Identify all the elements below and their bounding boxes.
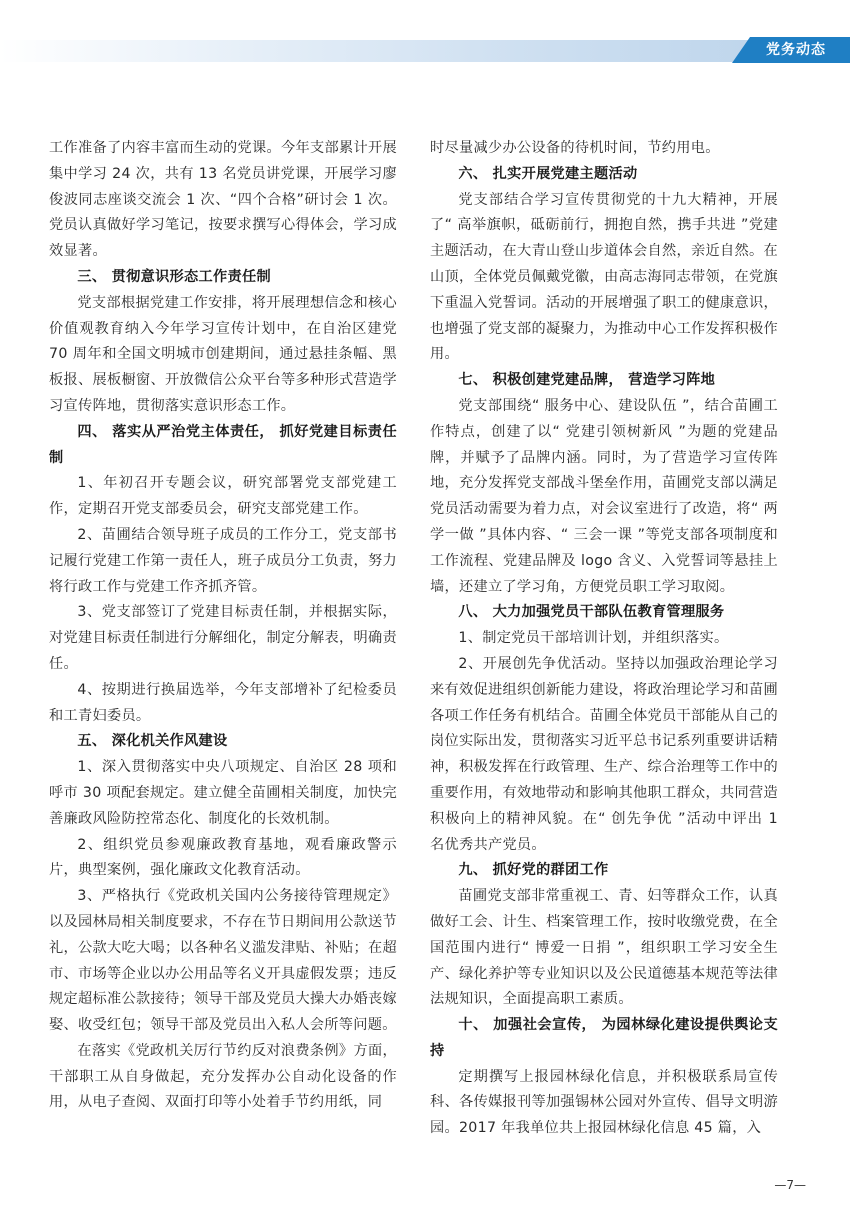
left-column-heading: 四、 落实从严治党主体责任， 抓好党建目标责任制 bbox=[49, 423, 397, 466]
page-number: —7— bbox=[774, 1178, 806, 1192]
right-column-paragraph: 2、开展创先争优活动。坚持以加强政治理论学习来有效促进组织创新能力建设，将政治理论学习和苗圃各项工作任务有机结合。苗圃全体党员干部能从自己的岗位实际出发，贯彻落实习近平总书记系列重要讲话精神，积极发挥在行政管理、生产、综合治理等工作中的重要作用，有效地带动和影响其他职工群众，共同营造积极向上的精神风貌。在“ 创先争优 ”活动中评出 1 名优秀共产党员。 bbox=[430, 655, 778, 853]
right-column-heading: 六、 扎实开展党建主题活动 bbox=[458, 165, 638, 182]
right-column-heading: 八、 大力加强党员干部队伍教育管理服务 bbox=[458, 604, 725, 621]
left-column-paragraph: 工作准备了内容丰富而生动的党课。今年支部累计开展集中学习 24 次，共有 13 名党员讲党课，开展学习廖俊波同志座谈交流会 1 次、“四个合格”研讨会 1 次。党员认真做好学习笔记，按要求撰写心得体会，学习成效显著。 bbox=[49, 140, 397, 260]
left-column-paragraph: 在落实《党政机关厉行节约反对浪费条例》方面，干部职工从自身做起，充分发挥办公自动化设备的作用，从电子查阅、双面打印等小处着手节约用纸，同 bbox=[49, 1042, 397, 1111]
left-column-paragraph: 1、年初召开专题会议，研究部署党支部党建工作，定期召开党支部委员会，研究支部党建工作。 bbox=[49, 475, 397, 518]
left-column-paragraph: 党支部根据党建工作安排，将开展理想信念和核心价值观教育纳入今年学习宣传计划中，在自治区建党 70 周年和全国文明城市创建期间，通过悬挂条幅、黑板报、展板橱窗、开放微信公众平台等多种形式营造学习宣传阵地，贯彻落实意识形态工作。 bbox=[49, 294, 397, 414]
left-column-paragraph: 1、深入贯彻落实中央八项规定、自治区 28 项和呼市 30 项配套规定。建立健全苗圃相关制度，加快完善廉政风险防控常态化、制度化的长效机制。 bbox=[49, 759, 397, 827]
right-column-heading: 十、 加强社会宣传， 为园林绿化建设提供舆论支持 bbox=[430, 1017, 778, 1059]
right-column-paragraph: 时尽量减少办公设备的待机时间，节约用电。 bbox=[430, 140, 720, 156]
left-column-paragraph: 3、严格执行《党政机关国内公务接待管理规定》以及园林局相关制度要求，不存在节日期间用公款送节礼，公款大吃大喝；以各种名义滥发津贴、补贴；在超市、市场等企业以办公用品等名义开具虚假发票；违反规定超标准公款接待；领导干部及党员大操大办婚丧嫁娶、收受红包；领导干部及党员出入私人会所等问题。 bbox=[49, 888, 397, 1034]
left-column bbox=[49, 136, 397, 1116]
section-title: 党务动态 bbox=[766, 42, 826, 58]
left-column-paragraph: 4、按期进行换届选举，今年支部增补了纪检委员和工青妇委员。 bbox=[49, 681, 397, 724]
left-column-heading: 五、 深化机关作风建设 bbox=[77, 733, 228, 750]
right-column-paragraph: 定期撰写上报园林绿化信息，并积极联系局宣传科、各传媒报刊等加强锡林公园对外宣传、倡导文明游园。2017 年我单位共上报园林绿化信息 45 篇，入 bbox=[430, 1068, 778, 1137]
right-column-paragraph: 1、制定党员干部培训计划，并组织落实。 bbox=[458, 630, 729, 647]
left-column-paragraph: 2、组织党员参观廉政教育基地，观看廉政警示片，典型案例，强化廉政文化教育活动。 bbox=[49, 836, 397, 879]
right-column-heading: 七、 积极创建党建品牌， 营造学习阵地 bbox=[458, 372, 716, 389]
left-column-paragraph: 3、党支部签订了党建目标责任制，并根据实际，对党建目标责任制进行分解细化，制定分解表，明确责任。 bbox=[49, 604, 397, 672]
right-column-paragraph: 苗圃党支部非常重视工、青、妇等群众工作，认真做好工会、计生、档案管理工作，按时收缴党费，在全国范围内进行“ 博爱一日捐 ”，组织职工学习安全生产、绿化养护等专业知识以及公民道德基本规范等法律法规知识，全面提高职工素质。 bbox=[430, 888, 778, 1008]
left-column-paragraph: 2、苗圃结合领导班子成员的工作分工，党支部书记履行党建工作第一责任人，班子成员分工负责，努力将行政工作与党建工作齐抓齐管。 bbox=[49, 526, 397, 595]
right-column-heading: 九、 抓好党的群团工作 bbox=[458, 862, 609, 879]
right-column bbox=[430, 136, 778, 1142]
right-column-paragraph: 党支部围绕“ 服务中心、建设队伍 ”，结合苗圃工作特点，创建了以“ 党建引领树新风 ”为题的党建品牌，并赋予了品牌内涵。同时，为了营造学习宣传阵地，充分发挥党支部战斗堡垒作用，苗圃党支部以满足党员活动需要为着力点，对会议室进行了改造，将“ 两学一做 ”具体内容、“ 三会一课 ”等党支部各项制度和工作流程、党建品牌及 logo 含义、入党誓词等悬挂上墙，还建立了学习角，方便党员职工学习取阅。 bbox=[430, 397, 778, 595]
right-column-paragraph: 党支部结合学习宣传贯彻党的十九大精神，开展了“ 高举旗帜，砥砺前行，拥抱自然，携手共进 ”党建主题活动，在大青山登山步道体会自然，亲近自然。在山顶，全体党员佩戴党徽，由高志海同志带领，在党旗下重温入党誓词。活动的开展增强了职工的健康意识，也增强了党支部的凝聚力，为推动中心工作发挥积极作用。 bbox=[430, 191, 778, 363]
header-band bbox=[0, 40, 850, 62]
left-column-heading: 三、 贯彻意识形态工作责任制 bbox=[77, 268, 271, 285]
